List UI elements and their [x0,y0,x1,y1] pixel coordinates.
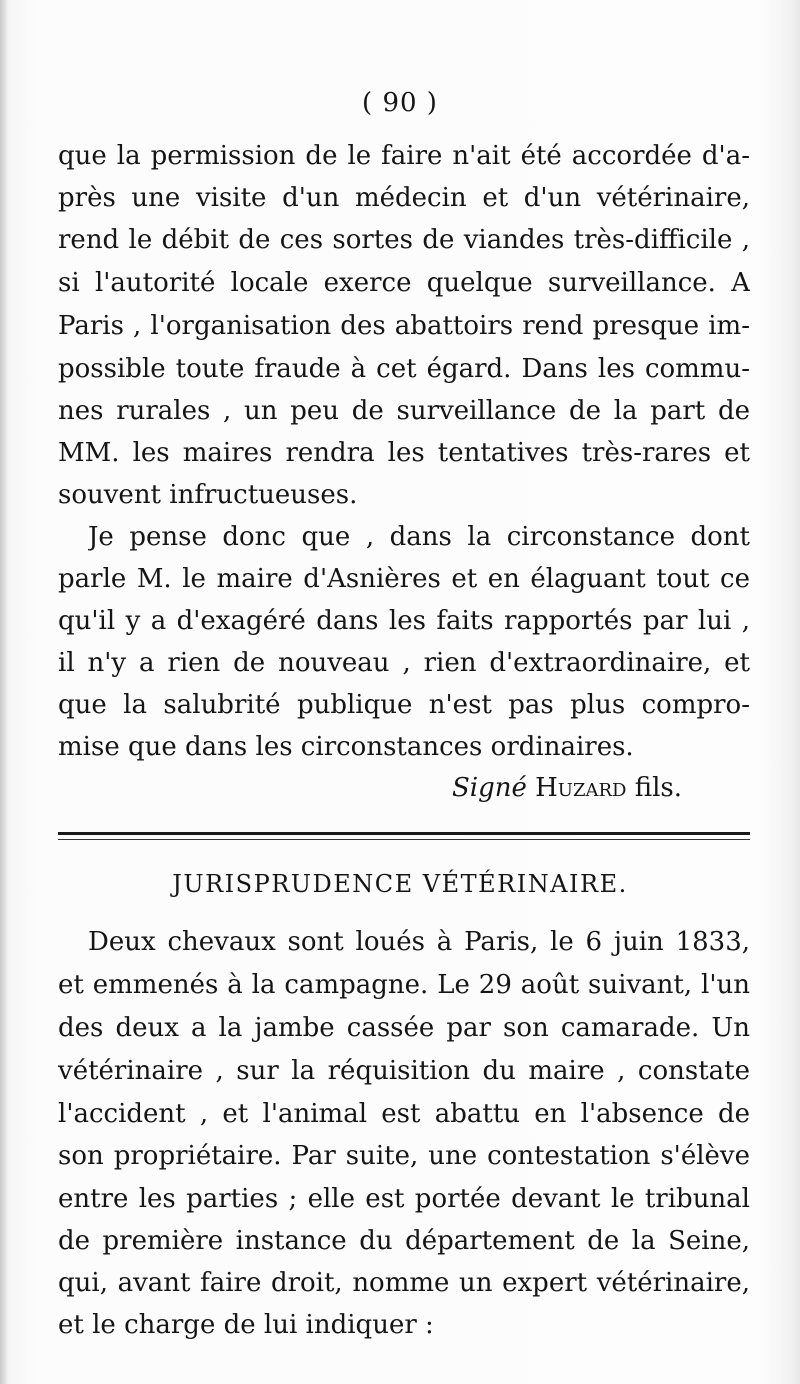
text-line: que la permission de le faire n'ait été accordée d'a- [58,141,750,171]
text-line: qu'il y a d'exagéré dans les faits rapportés par lui , [58,606,750,636]
text-line: si l'autorité locale exerce quelque surveillance. A [58,268,750,298]
text-line: souvent infructueuses. [58,480,358,510]
text-line: qui, avant faire droit, nomme un expert vétérinaire, [58,1268,750,1298]
text-line: possible toute fraude à cet égard. Dans les commu- [58,354,750,384]
text-line: Deux chevaux sont loués à Paris, le 6 juin 1833, [88,927,750,957]
text-line: Je pense donc que , dans la circonstance dont [88,522,750,552]
text-line: et emmenés à la campagne. Le 29 août suivant, l'un [58,970,750,1000]
section-divider-thin [58,839,750,840]
text-line: il n'y a rien de nouveau , rien d'extraordinaire, et [58,648,750,678]
signature-prefix: Signé [451,773,527,803]
text-line: et le charge de lui indiquer : [58,1310,434,1340]
text-line: vétérinaire , sur la réquisition du maire , constate [58,1056,750,1086]
signature [452,768,682,808]
text-line: des deux a la jambe cassée par son camarade. Un [58,1013,750,1043]
page-number: ( 90 ) [362,88,438,118]
text-line: nes rurales , un peu de surveillance de la part de [58,396,750,426]
text-line: rend le débit de ces sortes de viandes très-difficile , [58,225,750,255]
text-line: parle M. le maire d'Asnières et en élaguant tout ce [58,564,750,594]
section-heading: JURISPRUDENCE VÉTÉRINAIRE. [172,870,628,898]
text-line: mise que dans les circonstances ordinaires. [58,732,634,762]
text-line: que la salubrité publique n'est pas plus compro- [58,690,750,720]
text-line: de première instance du département de la Seine, [58,1226,750,1256]
text-line: près une visite d'un médecin et d'un vétérinaire, [58,183,750,213]
section-divider [58,832,750,835]
text-line: MM. les maires rendra les tentatives très-rares et [58,438,750,468]
signature-suffix: fils. [634,773,682,803]
text-line: son propriétaire. Par suite, une contestation s'élève [58,1141,750,1171]
text-line: entre les parties ; elle est portée devant le tribunal [58,1184,750,1214]
text-line: Paris , l'organisation des abattoirs rend presque im- [58,311,750,341]
text-line: l'accident , et l'animal est abattu en l'absence de [58,1099,750,1129]
signature-name: Huzard [535,773,627,803]
